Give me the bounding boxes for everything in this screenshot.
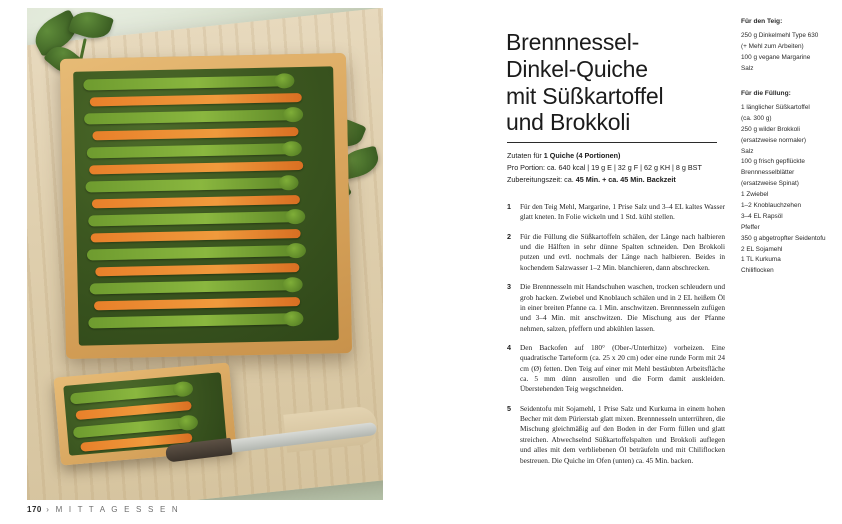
ingredient-item: 1–2 Knoblauchzehen <box>741 201 802 209</box>
recipe-steps <box>507 202 725 475</box>
ingredient-item: (+ Mehl zum Arbeiten) <box>741 43 804 51</box>
ingredient-item: Salz <box>741 64 754 72</box>
ingredient-item: 1 TL Kurkuma <box>741 256 781 264</box>
ingredient-item: 3–4 EL Rapsöl <box>741 212 783 220</box>
time-value: 45 Min. + ca. 45 Min. Backzeit <box>575 174 676 184</box>
sweet-potato-slice <box>90 93 302 106</box>
ingredient-item: 2 EL Sojamehl <box>741 245 783 253</box>
step-text: Für die Füllung die Süßkartoffeln schälen, der Länge nach halbieren und die Hälften in sehr dünne Spalten schneiden. Den Brokkoli putzen und evtl. nochmals der Länge nach halbieren. Beides in kochendem Salzwasser 1–2 Min. blanchieren, dann abschrecken. <box>520 231 725 272</box>
title-line-1: Brennnessel- <box>506 29 640 56</box>
step-number: 3 <box>507 282 511 292</box>
recipe-photo <box>27 8 383 500</box>
right-page <box>411 0 842 524</box>
ingredient-item: Salz <box>741 147 754 155</box>
ingredient-group-filling <box>741 88 827 277</box>
broccoli-spear <box>84 109 300 125</box>
page-title <box>506 29 728 136</box>
broccoli-spear <box>87 143 299 158</box>
time-line <box>507 174 723 186</box>
recipe-step <box>507 343 725 395</box>
title-line-4: und Brokkoli <box>506 109 631 136</box>
quiche-filling <box>73 66 339 345</box>
folio-number: 170 <box>27 505 42 514</box>
recipe-step <box>507 202 725 223</box>
title-line-2: Dinkel-Quiche <box>506 56 648 83</box>
yield-value: 1 Quiche (4 Portionen) <box>543 151 621 160</box>
ingredient-group-dough <box>741 16 827 75</box>
yield-line <box>507 150 723 162</box>
time-label: Zubereitungszeit: ca. <box>507 174 576 184</box>
title-divider <box>507 142 717 143</box>
left-page <box>0 0 411 524</box>
broccoli-spear <box>70 383 191 404</box>
folio-label: › M I T T A G E S S E N <box>46 505 180 514</box>
broccoli-spear <box>90 279 300 294</box>
nutrition-line: Pro Portion: ca. 640 kcal | 19 g E | 32 g F | 62 g KH | 8 g BST <box>507 162 702 172</box>
broccoli-spear <box>87 245 303 261</box>
sweet-potato-slice <box>75 401 191 420</box>
step-text: Den Backofen auf 180° (Ober-/Unterhitze) vorheizen. Eine quadratische Tarteform (ca. 25 x 20 cm) oder eine runde Form mit 24 cm (Ø) fetten. Den Teig auf einer mit Mehl bestäubten Arbeitsfläche ca. 5 mm dünn ausrollen und die Form damit auskleiden. Überstehenden Teig wegschneiden. <box>520 342 725 394</box>
folio <box>27 505 180 514</box>
sweet-potato-slice <box>91 229 301 242</box>
broccoli-spear <box>88 313 300 328</box>
step-number: 5 <box>507 403 511 413</box>
sweet-potato-slice <box>92 195 300 208</box>
step-text: Seidentofu mit Sojamehl, 1 Prise Salz und Kurkuma in einem hohen Becher mit dem Pürierstab glatt mixen. Brennnesseln unterrühren, die Mischung gleichmäßig auf den Boden in der Form füllen und glatt streichen. Abwechselnd Süßkartoffelspalten und Brokkoli auflegen und alles mit dem verbliebenen Öl beträufeln und mit Chiliflocken bestreuen. Die Quiche im Ofen (unten) ca. 45 Min. backen. <box>520 403 725 465</box>
step-number: 4 <box>507 342 511 352</box>
step-text: Die Brennnesseln mit Handschuhen waschen, trocken schleudern und grob hacken. Zwiebel und Knoblauch schälen und in 2 EL heißem Öl in einer breiten Pfanne ca. 1 Min. anschwitzen. Brennnesseln zufügen und 3–4 Min. mit anschwitzen. Die Mischung aus der Pfanne nehmen, salzen, pfeffern und abkühlen lassen. <box>520 282 725 333</box>
ingredient-group-heading: Für die Füllung: <box>741 89 791 97</box>
quiche <box>60 53 352 359</box>
step-number: 1 <box>507 202 511 211</box>
sweet-potato-slice <box>89 161 303 174</box>
recipe-step <box>507 232 725 273</box>
step-text: Für den Teig Mehl, Margarine, 1 Prise Salz und 3–4 EL kaltes Wasser glatt kneten. In Folie wickeln und 1 Std. kühl stellen. <box>520 202 725 222</box>
ingredient-item: 100 g frisch gepflückte Brennnesselblätter (ersatzweise Spinat) <box>741 158 807 188</box>
ingredient-item: 250 g wilder Brokkoli <box>741 125 800 133</box>
sweet-potato-slice <box>95 263 299 276</box>
ingredient-item: 350 g abgetropfter Seidentofu <box>741 234 826 242</box>
ingredient-item: 1 länglicher Süßkartoffel <box>741 103 810 111</box>
broccoli-spear <box>85 177 295 192</box>
ingredient-item: 100 g vegane Margarine <box>741 53 811 61</box>
ingredient-item: (ca. 300 g) <box>741 114 772 122</box>
recipe-step <box>507 404 725 466</box>
recipe-meta <box>507 150 723 186</box>
ingredient-item: 250 g Dinkelmehl Type 630 <box>741 32 819 40</box>
recipe-step <box>507 282 725 334</box>
broccoli-spear <box>83 75 291 90</box>
ingredient-item: (ersatzweise normaler) <box>741 136 806 144</box>
title-line-3: mit Süßkartoffel <box>506 82 664 109</box>
ingredient-item: Chiliflocken <box>741 267 774 275</box>
step-number: 2 <box>507 231 511 241</box>
sweet-potato-slice <box>92 127 298 140</box>
ingredient-group-heading: Für den Teig: <box>741 18 783 25</box>
broccoli-spear <box>88 211 302 226</box>
yield-prefix: Zutaten für <box>507 151 544 160</box>
ingredients-sidebar <box>741 16 827 290</box>
ingredient-item: 1 Zwiebel <box>741 191 769 199</box>
ingredient-item: Pfeffer <box>741 223 760 231</box>
sweet-potato-slice <box>94 297 300 310</box>
